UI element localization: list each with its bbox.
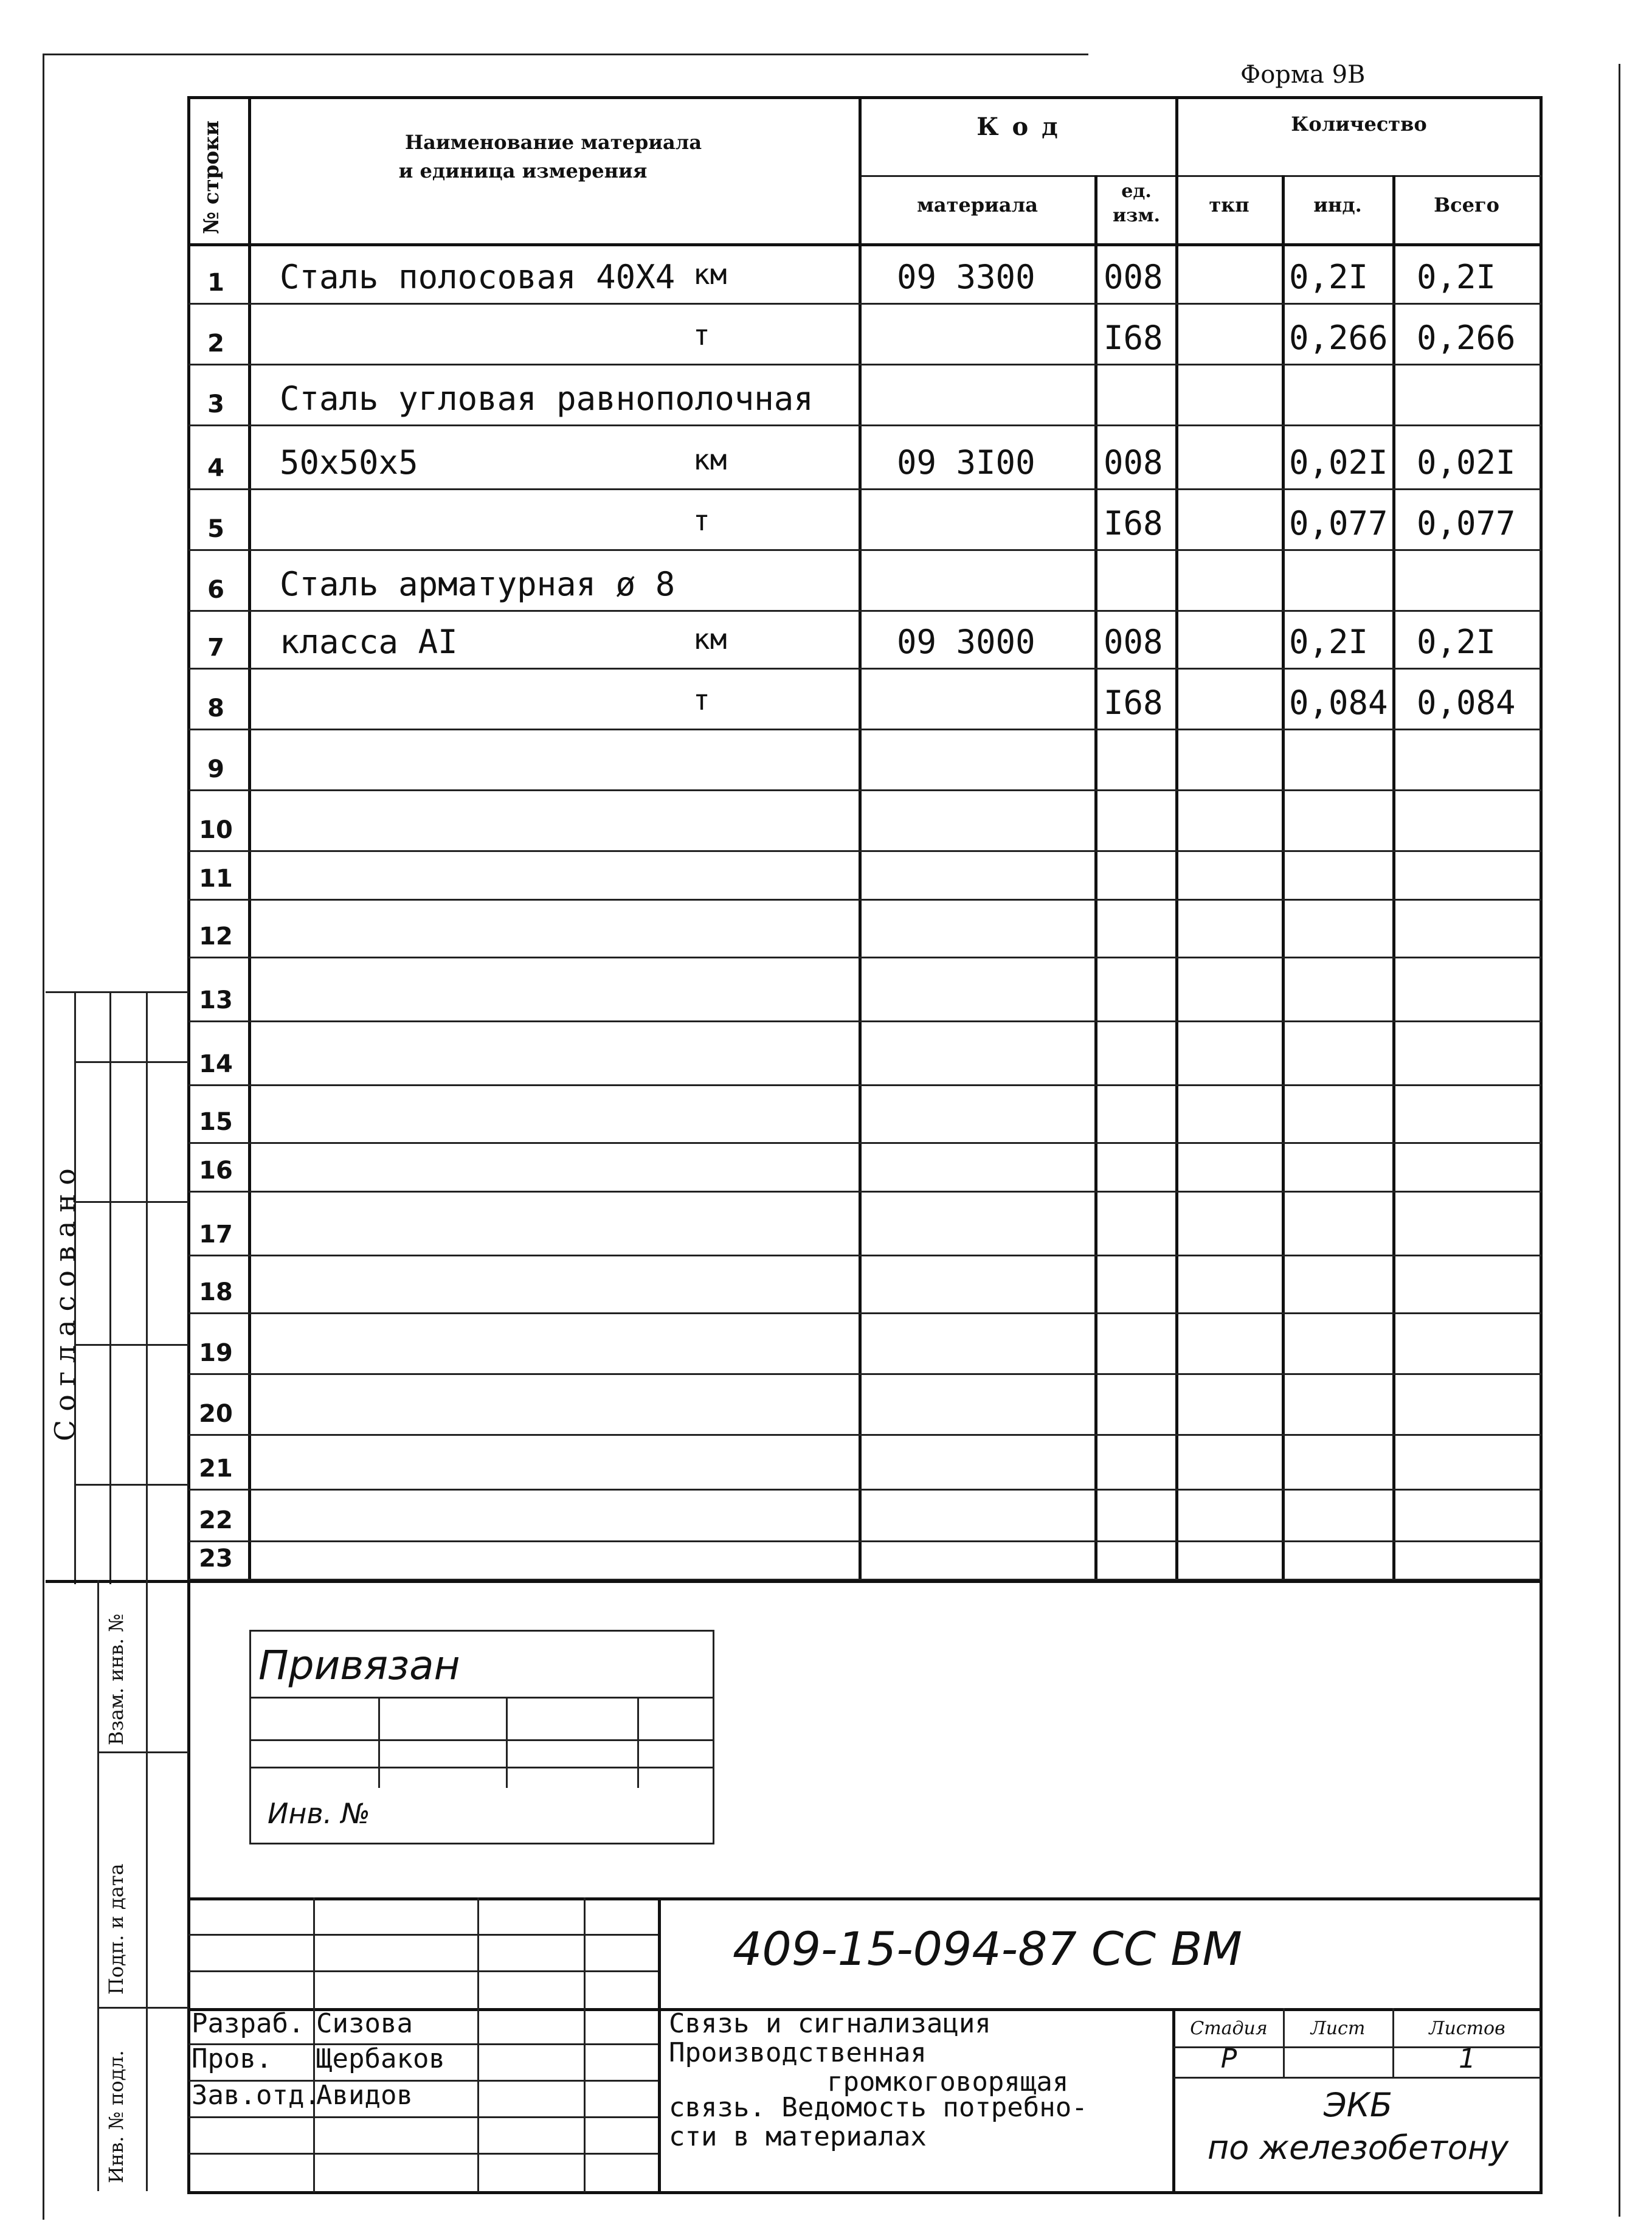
cell-ucode: 008	[1104, 258, 1163, 296]
row-number: 7	[207, 634, 224, 662]
tb-r1	[188, 1934, 660, 1936]
cell-ucode: I68	[1104, 504, 1163, 542]
side-approved: Согласовано	[49, 1160, 81, 1441]
side-low-col	[146, 1580, 148, 2191]
side-low-row1	[97, 1751, 188, 1753]
side-col-b	[109, 991, 111, 1584]
title-line3: громкоговорящая	[827, 2066, 1069, 2097]
row-divider	[188, 549, 1541, 551]
row-number: 14	[199, 1050, 233, 1078]
rows-bottom-line	[188, 1580, 1541, 1583]
cell-ucode: I68	[1104, 684, 1163, 722]
title-line1: Связь и сигнализация	[669, 2008, 991, 2039]
tb-status-r2	[1173, 2077, 1541, 2079]
side-row-3	[74, 1344, 188, 1346]
side-row-2	[74, 1201, 188, 1203]
status-sheets-label: Листов	[1429, 2018, 1505, 2039]
title-line4: связь. Ведомость потребно-	[669, 2092, 1088, 2123]
binding-col3	[637, 1697, 639, 1788]
tb-c4	[658, 1897, 661, 2192]
row-number: 21	[199, 1455, 233, 1483]
cell-unit: т	[693, 504, 710, 537]
binding-row1	[249, 1697, 714, 1699]
title-line5: сти в материалах	[669, 2121, 927, 2152]
binding-top	[249, 1630, 714, 1632]
right-edge-line	[1619, 64, 1620, 2217]
status-stage-label: Стадия	[1190, 2018, 1268, 2039]
top-edge-line	[43, 54, 1088, 55]
row-divider	[188, 1191, 1541, 1193]
table-bottom-border	[188, 2191, 1541, 2194]
cell-total: 0,084	[1417, 684, 1516, 722]
cell-ind: 0,02I	[1289, 443, 1388, 482]
header-code: К о д	[976, 113, 1060, 141]
cell-name: 50х50х5	[280, 443, 418, 482]
row-number: 2	[207, 330, 224, 358]
row-divider	[188, 1312, 1541, 1314]
tb-top	[188, 1897, 1541, 1900]
row-number: 5	[207, 515, 224, 543]
tb-c3	[584, 1897, 586, 2192]
signer-role: Разраб.	[192, 2008, 305, 2039]
status-stage-value: Р	[1220, 2043, 1237, 2074]
side-bottom-line	[46, 1580, 188, 1583]
row-number: 3	[207, 390, 224, 418]
side-row-1	[74, 1061, 188, 1063]
org-line1: ЭКБ	[1323, 2086, 1393, 2124]
header-qty-ind: инд.	[1313, 193, 1362, 216]
document-code: 409-15-094-87 СС ВМ	[733, 1922, 1242, 1976]
row-number: 17	[199, 1221, 233, 1249]
left-edge-line	[43, 55, 44, 2220]
cell-unit: т	[693, 319, 710, 352]
header-row-number: № строки	[199, 120, 224, 234]
cell-code: 09 3I00	[897, 443, 1035, 482]
status-sheet-label: Лист	[1310, 2018, 1366, 2039]
row-divider	[188, 1489, 1541, 1491]
header-name-line2: и единица измерения	[398, 159, 648, 182]
row-divider	[188, 729, 1541, 730]
header-bottom-line	[188, 243, 1541, 246]
row-number: 22	[199, 1506, 233, 1534]
row-divider	[188, 610, 1541, 612]
cell-total: 0,02I	[1417, 443, 1516, 482]
row-number: 16	[199, 1157, 233, 1185]
title-line2: Производственная	[669, 2037, 927, 2068]
header-qty-tkp: ткп	[1209, 193, 1249, 216]
row-number: 13	[199, 986, 233, 1014]
side-top-line	[46, 991, 188, 993]
tb-c5	[1172, 2008, 1175, 2194]
binding-row3	[249, 1767, 714, 1768]
tb-c1	[313, 1897, 315, 2192]
row-number: 23	[199, 1545, 233, 1573]
row-number: 19	[199, 1339, 233, 1367]
col-line-tkp	[1282, 175, 1285, 1580]
status-sheets-value: 1	[1459, 2043, 1476, 2074]
cell-ucode: 008	[1104, 623, 1163, 661]
row-divider	[188, 1540, 1541, 1542]
side-col-c	[146, 991, 148, 1584]
row-number: 15	[199, 1108, 233, 1136]
tb-r5	[188, 2116, 660, 2118]
signer-role: Пров.	[192, 2043, 272, 2074]
binding-col2	[506, 1697, 508, 1788]
row-divider	[188, 899, 1541, 901]
side-row-4	[74, 1484, 188, 1486]
cell-ind: 0,2I	[1289, 258, 1369, 296]
binding-right	[713, 1630, 714, 1843]
form-label: Форма 9В	[1240, 61, 1366, 89]
row-number: 18	[199, 1278, 233, 1306]
binding-bottom	[249, 1843, 714, 1844]
tb-r2	[188, 1970, 660, 1972]
row-divider	[188, 850, 1541, 852]
binding-left	[249, 1630, 251, 1843]
row-divider	[188, 303, 1541, 305]
col-line-no	[248, 96, 251, 1580]
header-sub-line	[860, 175, 1541, 177]
binding-inv: Инв. №	[268, 1797, 370, 1830]
table-top-border	[188, 96, 1541, 99]
row-divider	[188, 1142, 1541, 1144]
tb-c2	[477, 1897, 479, 2192]
cell-total: 0,2I	[1417, 258, 1496, 296]
binding-title: Привязан	[258, 1642, 460, 1689]
cell-unit: км	[693, 258, 727, 291]
row-divider	[188, 424, 1541, 426]
row-number: 1	[207, 269, 224, 297]
cell-unit: т	[693, 684, 710, 716]
cell-code: 09 3300	[897, 258, 1035, 296]
cell-total: 0,2I	[1417, 623, 1496, 661]
binding-col1	[378, 1697, 380, 1788]
row-divider	[188, 957, 1541, 958]
row-divider	[188, 1084, 1541, 1086]
col-line-name	[859, 96, 862, 1580]
cell-total: 0,266	[1417, 319, 1516, 357]
row-divider	[188, 364, 1541, 365]
row-divider	[188, 1434, 1541, 1436]
side-replaces: Взам. инв. №	[105, 1613, 128, 1745]
cell-ucode: I68	[1104, 319, 1163, 357]
cell-unit: км	[693, 623, 727, 656]
header-code-material: материала	[917, 193, 1038, 216]
cell-unit: км	[693, 443, 727, 476]
row-number: 12	[199, 923, 233, 951]
col-line-ind	[1392, 175, 1395, 1580]
row-divider	[188, 1255, 1541, 1256]
signer-name: Авидов	[316, 2080, 413, 2111]
signer-role: Зав.отд.	[192, 2080, 320, 2111]
cell-ucode: 008	[1104, 443, 1163, 482]
cell-name: Сталь угловая равнополочная	[280, 379, 814, 418]
cell-name: Сталь полосовая 40Х4	[280, 258, 676, 296]
header-name-line1: Наименование материала	[404, 131, 702, 154]
table-right-border	[1540, 96, 1543, 2194]
row-number: 6	[207, 576, 224, 604]
side-sign-date: Подп. и дата	[105, 1863, 128, 1995]
row-number: 11	[199, 865, 233, 893]
row-divider	[188, 789, 1541, 791]
cell-ind: 0,2I	[1289, 623, 1369, 661]
row-divider	[188, 668, 1541, 670]
cell-name: класса АI	[280, 623, 458, 661]
org-line2: по железобетону	[1207, 2128, 1509, 2167]
cell-ind: 0,084	[1289, 684, 1388, 722]
side-low-row2	[97, 2007, 188, 2009]
header-code-unit: ед. изм.	[1113, 181, 1160, 226]
header-quantity: Количество	[1291, 113, 1427, 136]
row-number: 20	[199, 1400, 233, 1428]
col-line-unit	[1175, 96, 1178, 1580]
row-divider	[188, 1373, 1541, 1375]
row-number: 10	[199, 816, 233, 844]
side-low-col2	[97, 1580, 99, 2191]
signer-name: Сизова	[316, 2008, 413, 2039]
header-qty-total: Всего	[1434, 193, 1499, 216]
row-number: 4	[207, 454, 224, 482]
cell-ind: 0,266	[1289, 319, 1388, 357]
binding-row2	[249, 1739, 714, 1741]
col-line-code	[1094, 175, 1097, 1580]
signer-name: Щербаков	[316, 2043, 445, 2074]
cell-total: 0,077	[1417, 504, 1516, 542]
cell-ind: 0,077	[1289, 504, 1388, 542]
row-divider	[188, 1020, 1541, 1022]
tb-r6	[188, 2153, 660, 2155]
cell-name: Сталь арматурная ø 8	[280, 565, 676, 603]
row-number: 8	[207, 694, 224, 722]
row-number: 9	[207, 755, 224, 783]
side-orig-inv: Инв. № подл.	[105, 2050, 128, 2183]
row-divider	[188, 488, 1541, 490]
cell-code: 09 3000	[897, 623, 1035, 661]
